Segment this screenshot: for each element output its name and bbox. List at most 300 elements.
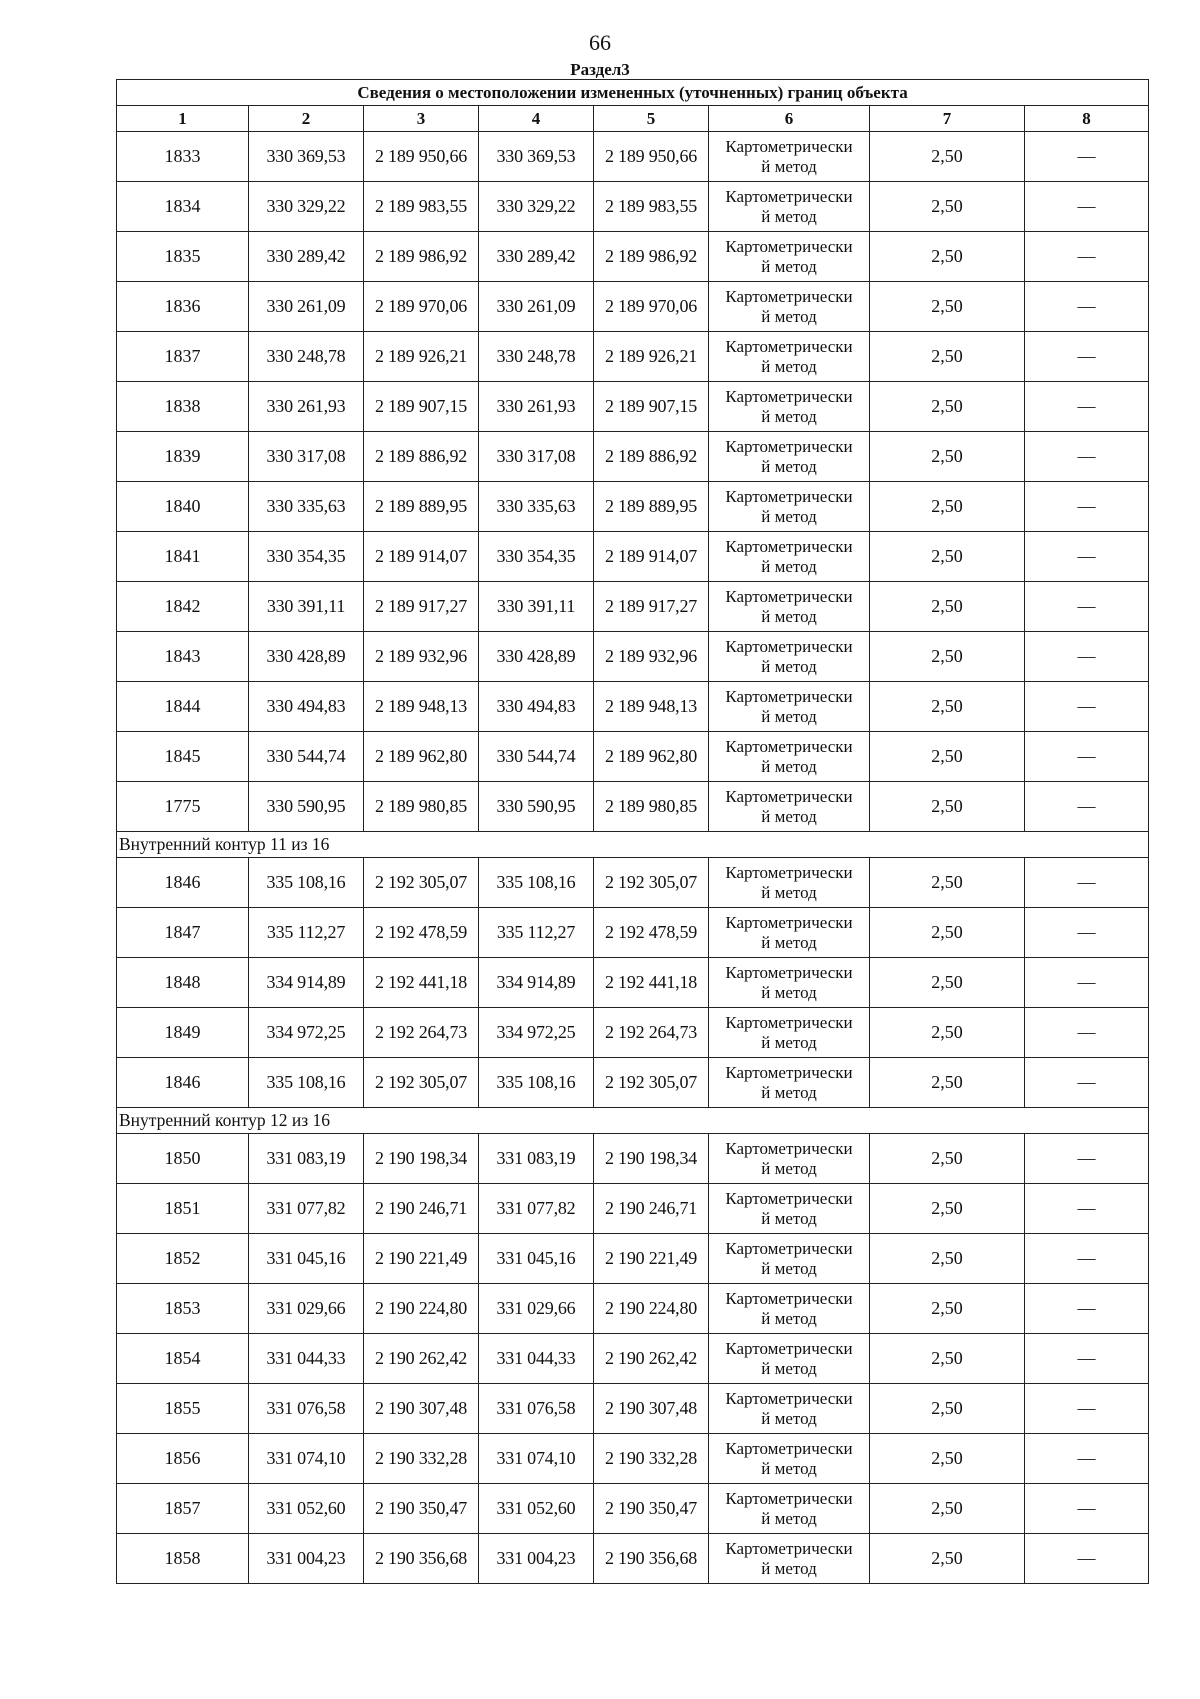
method-line-2: й метод: [761, 406, 817, 426]
method-line-2: й метод: [761, 656, 817, 676]
coord-y-updated: 2 189 914,07: [594, 532, 709, 582]
coord-y-updated: 2 192 264,73: [594, 1008, 709, 1058]
accuracy-value: 2,50: [870, 332, 1025, 382]
point-number: 1846: [117, 1058, 249, 1108]
table-row: [117, 1384, 1149, 1434]
coord-x-existing: 330 428,89: [249, 632, 364, 682]
method-line-1: Картометрически: [725, 1238, 853, 1258]
dash-value: —: [1025, 1184, 1149, 1234]
method-line-2: й метод: [761, 506, 817, 526]
coord-x-updated: 331 074,10: [479, 1434, 594, 1484]
dash-value: —: [1025, 482, 1149, 532]
table-row: [117, 1058, 1149, 1108]
method-cell: [709, 1284, 870, 1334]
dash-value: —: [1025, 1284, 1149, 1334]
coord-y-existing: 2 190 198,34: [364, 1134, 479, 1184]
method-line-1: Картометрически: [725, 136, 853, 156]
point-number: 1850: [117, 1134, 249, 1184]
coord-x-updated: 330 369,53: [479, 132, 594, 182]
coord-y-updated: 2 189 962,80: [594, 732, 709, 782]
coord-x-updated: 331 029,66: [479, 1284, 594, 1334]
coord-x-existing: 330 261,09: [249, 282, 364, 332]
coord-x-existing: 330 590,95: [249, 782, 364, 832]
coord-y-existing: 2 189 983,55: [364, 182, 479, 232]
point-number: 1856: [117, 1434, 249, 1484]
method-line-1: Картометрически: [725, 786, 853, 806]
method-line-1: Картометрически: [725, 186, 853, 206]
table-row: [117, 1284, 1149, 1334]
coord-y-updated: 2 190 262,42: [594, 1334, 709, 1384]
coord-x-existing: 334 972,25: [249, 1008, 364, 1058]
column-number: 4: [479, 106, 594, 132]
point-number: 1853: [117, 1284, 249, 1334]
method-line-2: й метод: [761, 306, 817, 326]
coord-x-updated: 330 590,95: [479, 782, 594, 832]
table-row: [117, 1484, 1149, 1534]
coord-x-existing: 331 074,10: [249, 1434, 364, 1484]
coord-y-updated: 2 189 948,13: [594, 682, 709, 732]
coord-x-updated: 331 044,33: [479, 1334, 594, 1384]
method-cell: [709, 1234, 870, 1284]
coord-x-updated: 330 261,09: [479, 282, 594, 332]
table-row: [117, 782, 1149, 832]
coord-x-existing: 330 335,63: [249, 482, 364, 532]
method-cell: [709, 482, 870, 532]
coord-y-existing: 2 192 305,07: [364, 858, 479, 908]
point-number: 1836: [117, 282, 249, 332]
method-cell: [709, 532, 870, 582]
coord-y-existing: 2 192 264,73: [364, 1008, 479, 1058]
coord-y-existing: 2 189 917,27: [364, 582, 479, 632]
coord-y-updated: 2 190 307,48: [594, 1384, 709, 1434]
accuracy-value: 2,50: [870, 482, 1025, 532]
accuracy-value: 2,50: [870, 732, 1025, 782]
method-line-1: Картометрически: [725, 1438, 853, 1458]
coord-y-existing: 2 190 262,42: [364, 1334, 479, 1384]
method-cell: [709, 1184, 870, 1234]
accuracy-value: 2,50: [870, 532, 1025, 582]
coord-y-updated: 2 192 478,59: [594, 908, 709, 958]
coord-y-existing: 2 192 305,07: [364, 1058, 479, 1108]
accuracy-value: 2,50: [870, 1484, 1025, 1534]
column-number-row: [117, 106, 1149, 132]
coord-y-updated: 2 189 932,96: [594, 632, 709, 682]
coord-y-existing: 2 189 926,21: [364, 332, 479, 382]
table-body: [117, 80, 1149, 1584]
method-line-1: Картометрически: [725, 1288, 853, 1308]
dash-value: —: [1025, 682, 1149, 732]
coord-y-existing: 2 189 886,92: [364, 432, 479, 482]
method-line-1: Картометрически: [725, 1062, 853, 1082]
method-cell: [709, 1484, 870, 1534]
coord-y-existing: 2 192 478,59: [364, 908, 479, 958]
method-line-1: Картометрически: [725, 636, 853, 656]
point-number: 1851: [117, 1184, 249, 1234]
coord-x-updated: 330 428,89: [479, 632, 594, 682]
coord-x-updated: 331 077,82: [479, 1184, 594, 1234]
dash-value: —: [1025, 1434, 1149, 1484]
method-line-1: Картометрически: [725, 1012, 853, 1032]
table-row: [117, 858, 1149, 908]
coord-y-existing: 2 189 970,06: [364, 282, 479, 332]
coord-y-existing: 2 190 356,68: [364, 1534, 479, 1584]
coord-y-updated: 2 190 221,49: [594, 1234, 709, 1284]
accuracy-value: 2,50: [870, 908, 1025, 958]
point-number: 1834: [117, 182, 249, 232]
table-row: [117, 482, 1149, 532]
contour-label: Внутренний контур 11 из 16: [117, 832, 1149, 858]
page-number: 66: [589, 30, 611, 55]
dash-value: —: [1025, 382, 1149, 432]
method-cell: [709, 582, 870, 632]
coord-y-updated: 2 189 907,15: [594, 382, 709, 432]
point-number: 1838: [117, 382, 249, 432]
method-line-1: Картометрически: [725, 686, 853, 706]
section-title: Раздел3: [570, 60, 630, 79]
dash-value: —: [1025, 132, 1149, 182]
coord-x-existing: 331 045,16: [249, 1234, 364, 1284]
dash-value: —: [1025, 1058, 1149, 1108]
method-line-2: й метод: [761, 1032, 817, 1052]
boundary-coordinates-table: [116, 79, 1149, 1584]
method-line-2: й метод: [761, 456, 817, 476]
coord-x-existing: 330 329,22: [249, 182, 364, 232]
dash-value: —: [1025, 232, 1149, 282]
method-cell: [709, 682, 870, 732]
method-cell: [709, 1434, 870, 1484]
coord-y-updated: 2 190 332,28: [594, 1434, 709, 1484]
coord-y-updated: 2 190 224,80: [594, 1284, 709, 1334]
coord-x-existing: 331 052,60: [249, 1484, 364, 1534]
dash-value: —: [1025, 908, 1149, 958]
coord-x-updated: 331 045,16: [479, 1234, 594, 1284]
coord-x-existing: 335 108,16: [249, 858, 364, 908]
accuracy-value: 2,50: [870, 632, 1025, 682]
table-row: [117, 282, 1149, 332]
accuracy-value: 2,50: [870, 858, 1025, 908]
accuracy-value: 2,50: [870, 782, 1025, 832]
column-number: 8: [1025, 106, 1149, 132]
table-row: [117, 908, 1149, 958]
column-number: 6: [709, 106, 870, 132]
method-line-2: й метод: [761, 1558, 817, 1578]
table-row: [117, 682, 1149, 732]
method-line-2: й метод: [761, 1458, 817, 1478]
dash-value: —: [1025, 1008, 1149, 1058]
coord-y-updated: 2 189 889,95: [594, 482, 709, 532]
method-line-2: й метод: [761, 1082, 817, 1102]
dash-value: —: [1025, 332, 1149, 382]
coord-y-updated: 2 190 198,34: [594, 1134, 709, 1184]
dash-value: —: [1025, 1234, 1149, 1284]
accuracy-value: 2,50: [870, 582, 1025, 632]
accuracy-value: 2,50: [870, 1534, 1025, 1584]
coord-y-existing: 2 189 889,95: [364, 482, 479, 532]
coord-x-updated: 330 317,08: [479, 432, 594, 482]
accuracy-value: 2,50: [870, 1284, 1025, 1334]
accuracy-value: 2,50: [870, 282, 1025, 332]
point-number: 1854: [117, 1334, 249, 1384]
table-caption-row: [117, 80, 1149, 106]
coord-y-existing: 2 192 441,18: [364, 958, 479, 1008]
coord-y-updated: 2 190 246,71: [594, 1184, 709, 1234]
dash-value: —: [1025, 858, 1149, 908]
coord-x-existing: 330 248,78: [249, 332, 364, 382]
method-cell: [709, 1134, 870, 1184]
method-line-1: Картометрически: [725, 736, 853, 756]
coord-x-updated: 331 083,19: [479, 1134, 594, 1184]
method-line-1: Картометрически: [725, 862, 853, 882]
method-cell: [709, 432, 870, 482]
coord-x-updated: 334 914,89: [479, 958, 594, 1008]
table-row: [117, 958, 1149, 1008]
coord-y-existing: 2 190 307,48: [364, 1384, 479, 1434]
coord-x-existing: 334 914,89: [249, 958, 364, 1008]
dash-value: —: [1025, 1334, 1149, 1384]
coord-y-updated: 2 192 305,07: [594, 858, 709, 908]
coord-y-updated: 2 189 986,92: [594, 232, 709, 282]
method-line-2: й метод: [761, 156, 817, 176]
dash-value: —: [1025, 282, 1149, 332]
accuracy-value: 2,50: [870, 1384, 1025, 1434]
coord-x-updated: 330 354,35: [479, 532, 594, 582]
coord-x-existing: 331 004,23: [249, 1534, 364, 1584]
coord-x-updated: 334 972,25: [479, 1008, 594, 1058]
coord-x-existing: 331 029,66: [249, 1284, 364, 1334]
column-number: 2: [249, 106, 364, 132]
method-line-1: Картометрически: [725, 1338, 853, 1358]
method-line-2: й метод: [761, 556, 817, 576]
method-line-2: й метод: [761, 1508, 817, 1528]
coord-x-updated: 331 076,58: [479, 1384, 594, 1434]
coord-y-updated: 2 189 926,21: [594, 332, 709, 382]
coord-x-updated: 335 108,16: [479, 1058, 594, 1108]
coord-x-existing: 335 112,27: [249, 908, 364, 958]
column-number: 1: [117, 106, 249, 132]
dash-value: —: [1025, 782, 1149, 832]
table-caption: Сведения о местоположении измененных (уточненных) границ объекта: [117, 80, 1149, 106]
table-row: [117, 732, 1149, 782]
coord-x-existing: 330 544,74: [249, 732, 364, 782]
table-row: [117, 1134, 1149, 1184]
point-number: 1847: [117, 908, 249, 958]
method-cell: [709, 282, 870, 332]
accuracy-value: 2,50: [870, 958, 1025, 1008]
coord-y-existing: 2 190 221,49: [364, 1234, 479, 1284]
coord-x-updated: 331 052,60: [479, 1484, 594, 1534]
method-cell: [709, 332, 870, 382]
table-row: [117, 1184, 1149, 1234]
method-line-2: й метод: [761, 706, 817, 726]
accuracy-value: 2,50: [870, 182, 1025, 232]
method-cell: [709, 132, 870, 182]
coord-y-existing: 2 189 914,07: [364, 532, 479, 582]
coord-x-updated: 330 261,93: [479, 382, 594, 432]
accuracy-value: 2,50: [870, 132, 1025, 182]
method-line-1: Картометрически: [725, 286, 853, 306]
method-line-1: Картометрически: [725, 1488, 853, 1508]
table-row: [117, 582, 1149, 632]
method-line-1: Картометрически: [725, 536, 853, 556]
point-number: 1855: [117, 1384, 249, 1434]
coord-y-updated: 2 192 441,18: [594, 958, 709, 1008]
dash-value: —: [1025, 958, 1149, 1008]
coord-x-updated: 331 004,23: [479, 1534, 594, 1584]
method-line-1: Картометрически: [725, 486, 853, 506]
coord-y-existing: 2 189 907,15: [364, 382, 479, 432]
table-row: [117, 1234, 1149, 1284]
coord-x-existing: 330 317,08: [249, 432, 364, 482]
method-line-1: Картометрически: [725, 912, 853, 932]
table-row: [117, 332, 1149, 382]
table-row: [117, 1534, 1149, 1584]
method-cell: [709, 1008, 870, 1058]
point-number: 1852: [117, 1234, 249, 1284]
method-line-1: Картометрически: [725, 1138, 853, 1158]
accuracy-value: 2,50: [870, 1334, 1025, 1384]
contour-header-row: [117, 832, 1149, 858]
table-row: [117, 532, 1149, 582]
method-line-2: й метод: [761, 932, 817, 952]
accuracy-value: 2,50: [870, 382, 1025, 432]
method-line-2: й метод: [761, 356, 817, 376]
method-cell: [709, 1058, 870, 1108]
accuracy-value: 2,50: [870, 682, 1025, 732]
point-number: 1839: [117, 432, 249, 482]
column-number: 3: [364, 106, 479, 132]
coord-x-existing: 330 494,83: [249, 682, 364, 732]
coord-x-updated: 335 108,16: [479, 858, 594, 908]
coord-x-existing: 330 289,42: [249, 232, 364, 282]
column-number: 7: [870, 106, 1025, 132]
table-row: [117, 1434, 1149, 1484]
contour-header-row: [117, 1108, 1149, 1134]
dash-value: —: [1025, 1484, 1149, 1534]
coord-x-updated: 330 248,78: [479, 332, 594, 382]
method-line-2: й метод: [761, 1408, 817, 1428]
coord-x-updated: 330 391,11: [479, 582, 594, 632]
coord-y-updated: 2 189 886,92: [594, 432, 709, 482]
table-row: [117, 182, 1149, 232]
table-row: [117, 632, 1149, 682]
dash-value: —: [1025, 732, 1149, 782]
method-line-1: Картометрически: [725, 436, 853, 456]
coord-x-existing: 330 391,11: [249, 582, 364, 632]
method-line-2: й метод: [761, 756, 817, 776]
point-number: 1837: [117, 332, 249, 382]
coord-x-updated: 330 494,83: [479, 682, 594, 732]
method-line-2: й метод: [761, 606, 817, 626]
method-cell: [709, 1334, 870, 1384]
method-line-2: й метод: [761, 206, 817, 226]
point-number: 1858: [117, 1534, 249, 1584]
coord-y-existing: 2 189 932,96: [364, 632, 479, 682]
accuracy-value: 2,50: [870, 1134, 1025, 1184]
method-cell: [709, 632, 870, 682]
coord-x-updated: 335 112,27: [479, 908, 594, 958]
coord-x-existing: 331 076,58: [249, 1384, 364, 1434]
accuracy-value: 2,50: [870, 1234, 1025, 1284]
table-row: [117, 232, 1149, 282]
dash-value: —: [1025, 1384, 1149, 1434]
coord-y-updated: 2 192 305,07: [594, 1058, 709, 1108]
point-number: 1841: [117, 532, 249, 582]
method-cell: [709, 182, 870, 232]
method-line-2: й метод: [761, 806, 817, 826]
point-number: 1840: [117, 482, 249, 532]
dash-value: —: [1025, 1134, 1149, 1184]
dash-value: —: [1025, 582, 1149, 632]
method-line-1: Картометрически: [725, 336, 853, 356]
dash-value: —: [1025, 632, 1149, 682]
method-cell: [709, 1384, 870, 1434]
coord-y-existing: 2 190 350,47: [364, 1484, 479, 1534]
method-cell: [709, 732, 870, 782]
coord-x-updated: 330 544,74: [479, 732, 594, 782]
coord-y-existing: 2 189 950,66: [364, 132, 479, 182]
method-line-1: Картометрически: [725, 962, 853, 982]
method-line-2: й метод: [761, 1208, 817, 1228]
dash-value: —: [1025, 1534, 1149, 1584]
method-line-1: Картометрически: [725, 586, 853, 606]
point-number: 1833: [117, 132, 249, 182]
method-line-2: й метод: [761, 1358, 817, 1378]
coord-x-existing: 330 369,53: [249, 132, 364, 182]
coord-x-existing: 331 083,19: [249, 1134, 364, 1184]
coord-y-updated: 2 189 980,85: [594, 782, 709, 832]
column-number: 5: [594, 106, 709, 132]
coord-x-existing: 330 261,93: [249, 382, 364, 432]
point-number: 1775: [117, 782, 249, 832]
method-line-1: Картометрически: [725, 1538, 853, 1558]
method-line-1: Картометрически: [725, 1388, 853, 1408]
dash-value: —: [1025, 532, 1149, 582]
method-cell: [709, 382, 870, 432]
point-number: 1844: [117, 682, 249, 732]
method-cell: [709, 958, 870, 1008]
point-number: 1845: [117, 732, 249, 782]
coord-x-existing: 335 108,16: [249, 1058, 364, 1108]
accuracy-value: 2,50: [870, 432, 1025, 482]
method-cell: [709, 782, 870, 832]
accuracy-value: 2,50: [870, 1008, 1025, 1058]
method-cell: [709, 908, 870, 958]
method-line-1: Картометрически: [725, 236, 853, 256]
coord-y-updated: 2 189 950,66: [594, 132, 709, 182]
accuracy-value: 2,50: [870, 1434, 1025, 1484]
coord-y-existing: 2 190 246,71: [364, 1184, 479, 1234]
method-cell: [709, 232, 870, 282]
method-line-2: й метод: [761, 1258, 817, 1278]
method-cell: [709, 1534, 870, 1584]
coord-y-existing: 2 189 986,92: [364, 232, 479, 282]
dash-value: —: [1025, 432, 1149, 482]
coord-x-existing: 330 354,35: [249, 532, 364, 582]
accuracy-value: 2,50: [870, 232, 1025, 282]
point-number: 1849: [117, 1008, 249, 1058]
coord-x-updated: 330 289,42: [479, 232, 594, 282]
method-line-2: й метод: [761, 256, 817, 276]
coord-x-existing: 331 044,33: [249, 1334, 364, 1384]
coord-x-updated: 330 329,22: [479, 182, 594, 232]
method-line-1: Картометрически: [725, 1188, 853, 1208]
method-cell: [709, 858, 870, 908]
point-number: 1842: [117, 582, 249, 632]
coord-y-existing: 2 189 948,13: [364, 682, 479, 732]
coord-y-existing: 2 189 980,85: [364, 782, 479, 832]
coord-x-updated: 330 335,63: [479, 482, 594, 532]
point-number: 1846: [117, 858, 249, 908]
